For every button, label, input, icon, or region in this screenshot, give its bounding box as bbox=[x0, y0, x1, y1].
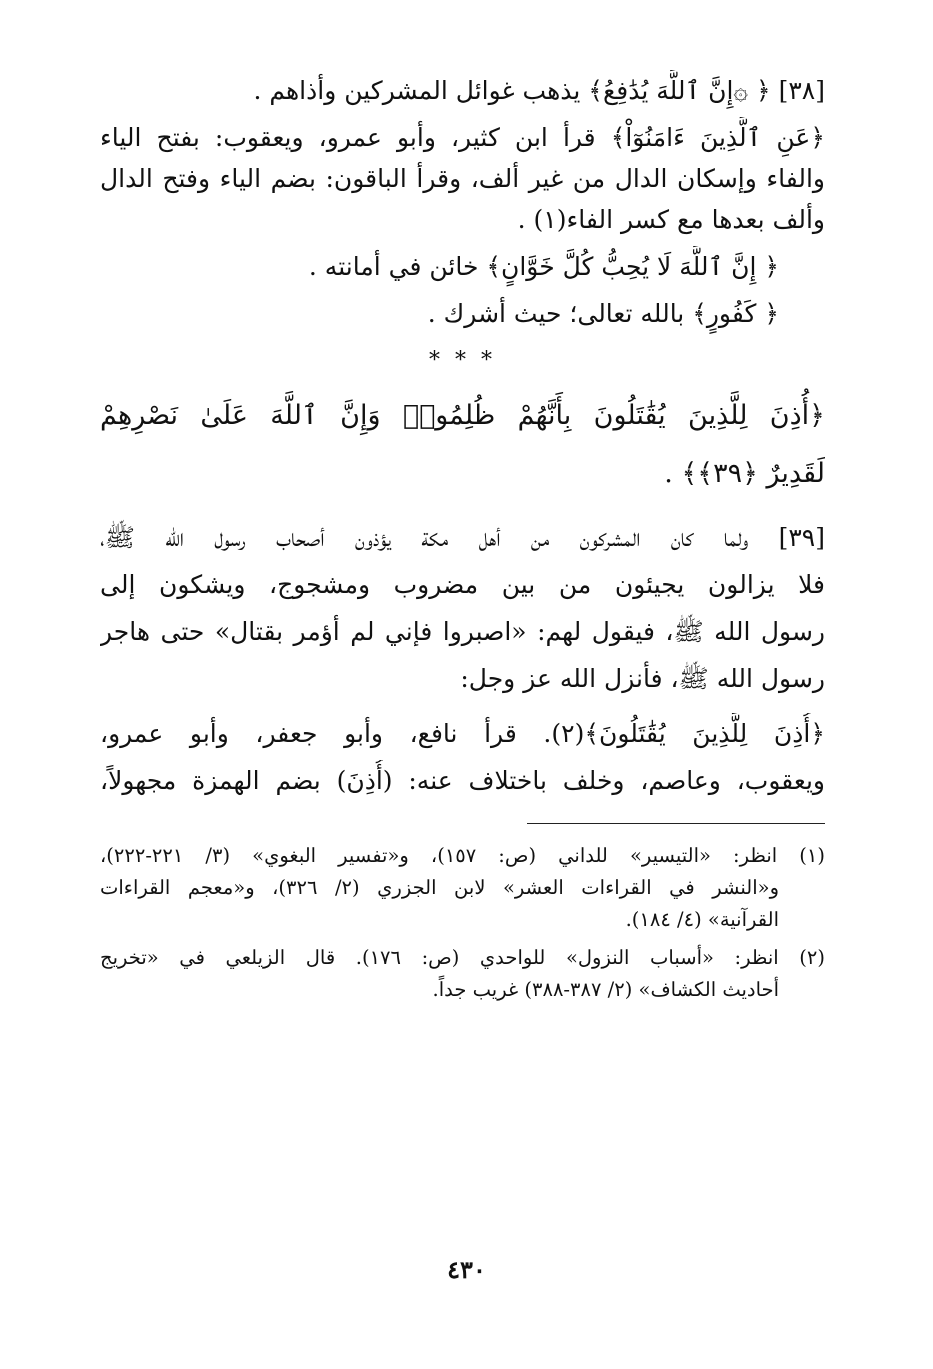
footnote-line: أحاديث الكشاف» (٢/ ٣٨٧-٣٨٨) غريب جداً. bbox=[432, 978, 779, 1001]
text-line: وألف بعدها مع كسر الفاء(١) . bbox=[517, 205, 825, 234]
footnote-line: و«النشر في القراءات العشر» لابن الجزري (٢/ ٣٢٦)، و«معجم القراءات bbox=[100, 876, 779, 899]
section-separator: * * * bbox=[429, 348, 496, 373]
text-line: ويعقوب، وعاصم، وخلف باختلاف عنه: (أُذِنَ) بضم الهمزة مجهولاً، bbox=[100, 766, 825, 795]
text-line: والفاء وإسكان الدال من غير ألف، وقرأ الباقون: بضم الياء وفتح الدال bbox=[100, 164, 825, 193]
footnote-divider bbox=[527, 823, 825, 824]
text-line: ﴿أُذِنَ لِلَّذِينَ يُقَٰتَلُونَ﴾(٢). قرأ نافع، وأبو جعفر، وأبو عمرو، bbox=[100, 719, 825, 748]
verse-line: ﴿أُذِنَ لِلَّذِينَ يُقَٰتَلُونَ بِأَنَّهُمْ ظُلِمُوا۟ وَإِنَّ ٱللَّهَ عَلَىٰ نَصْرِهِمْ bbox=[100, 400, 825, 431]
text-line: ﴿ إِنَّ ٱللَّهَ لَا يُحِبُّ كُلَّ خَوَّانٍ﴾ خائن في أمانته . bbox=[308, 252, 779, 281]
text-line: فلا يزالون يجيئون من بين مضروب ومشجوج، ويشكون إلى bbox=[100, 570, 825, 599]
verse-line: لَقَدِيرٌ ﴿٣٩﴾﴾ . bbox=[664, 458, 825, 489]
footnote-line: (١) انظر: «التيسير» للداني (ص: ١٥٧)، و«تفسير البغوي» (٣/ ٢٢١-٢٢٢)، bbox=[100, 844, 825, 867]
text-line: ﴿ كَفُورٍ﴾ بالله تعالى؛ حيث أشرك . bbox=[427, 299, 779, 328]
text-line: [٣٨] ﴿ ۞إِنَّ ٱللَّهَ يُدَٰفِعُ﴾ يذهب غوائل المشركين وأذاهم . bbox=[253, 76, 825, 105]
page-number: ٤٣٠ bbox=[447, 1255, 486, 1284]
text-line: رسول الله ﷺ، فأنزل الله عز وجل: bbox=[460, 664, 825, 693]
text-line: [٣٩] ولما كان المشركون من أهل مكة يؤذون أصحاب رسول الله ﷺ، bbox=[100, 523, 825, 552]
footnote-line: (٢) انظر: «أسباب النزول» للواحدي (ص: ١٧٦). قال الزيلعي في «تخريج bbox=[100, 946, 825, 969]
footnote-line: القرآنية» (٤/ ١٨٤). bbox=[625, 908, 779, 931]
page-body bbox=[100, 70, 825, 1006]
text-line: رسول الله ﷺ، فيقول لهم: «اصبروا فإني لم أؤمر بقتال» حتى هاجر bbox=[100, 617, 825, 646]
text-line: ﴿عَنِ ٱلَّذِينَ ءَامَنُوٓاْ﴾ قرأ ابن كثير، وأبو عمرو، ويعقوب: بفتح الياء bbox=[100, 123, 825, 152]
